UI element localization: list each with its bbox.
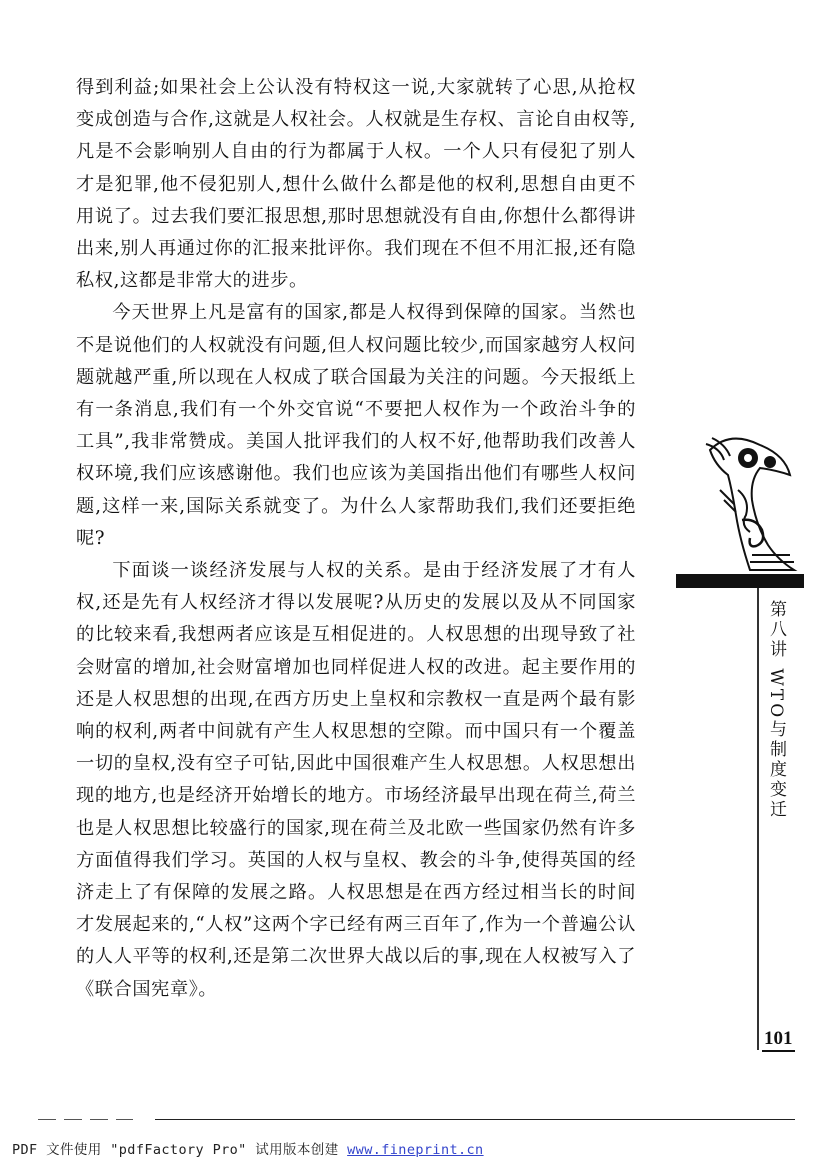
paragraph-1: 得到利益;如果社会上公认没有特权这一说,大家就转了心思,从抢权变成创造与合作,这就是人权社会。人权就是生存权、言论自由权等,凡是不会影响别人自由的行为都属于人权。一个人只有侵犯了别人才是犯罪,他不侵犯别人,想什么做什么都是他的权利,思想自由更不用说了。过去我们要汇报思想,那时思想就没有自由,你想什么都得讲出来,别人再通过你的汇报来批评你。我们现在不但不用汇报,还有隐私权,这都是非常大的进步。	[76, 77, 636, 292]
page-number: 101	[762, 1028, 795, 1052]
footer-text: PDF 文件使用 "pdfFactory Pro" 试用版本创建	[12, 1142, 348, 1158]
footer-rule	[155, 1119, 795, 1120]
margin-rule	[757, 588, 759, 1050]
body-text	[76, 72, 636, 1006]
paragraph-2: 今天世界上凡是富有的国家,都是人权得到保障的国家。当然也不是说他们的人权就没有问题,但人权问题比较少,而国家越穷人权问题就越严重,所以现在人权成了联合国最为关注的问题。今天报纸上有一条消息,我们有一个外交官说“不要把人权作为一个政治斗争的工具”,我非常赞成。美国人批评我们的人权不好,他帮助我们改善人权环境,我们应该感谢他。我们也应该为美国指出他们有哪些人权问题,这样一来,国际关系就变了。为什么人家帮助我们,我们还要拒绝呢?	[76, 302, 636, 549]
margin-bar	[676, 574, 804, 588]
footer-dash-rule	[38, 1119, 133, 1120]
pdf-footer	[12, 1138, 484, 1158]
chapter-side-title: 第八讲 WTO与制度变迁	[766, 600, 786, 821]
footer-link[interactable]: www.fineprint.cn	[347, 1142, 484, 1158]
paragraph-3: 下面谈一谈经济发展与人权的关系。是由于经济发展了才有人权,还是先有人权经济才得以发展呢?从历史的发展以及从不同国家的比较来看,我想两者应该是互相促进的。人权思想的出现导致了社会财富的增加,社会财富增加也同样促进人权的改进。起主要作用的还是人权思想的出现,在西方历史上皇权和宗教权一直是两个最有影响的权利,两者中间就有产生人权思想的空隙。而中国只有一个覆盖一切的皇权,没有空子可钻,因此中国很难产生人权思想。人权思想出现的地方,也是经济开始增长的地方。市场经济最早出现在荷兰,荷兰也是人权思想比较盛行的国家,现在荷兰及北欧一些国家仍然有许多方面值得我们学习。英国的人权与皇权、教会的斗争,使得英国的经济走上了有保障的发展之路。人权思想是在西方经过相当长的时间才发展起来的,“人权”这两个字已经有两三百年了,作为一个普遍公认的人人平等的权利,还是第二次世界大战以后的事,现在人权被写入了《联合国宪章》。	[76, 560, 636, 1000]
decorative-bird-ornament	[690, 420, 802, 580]
